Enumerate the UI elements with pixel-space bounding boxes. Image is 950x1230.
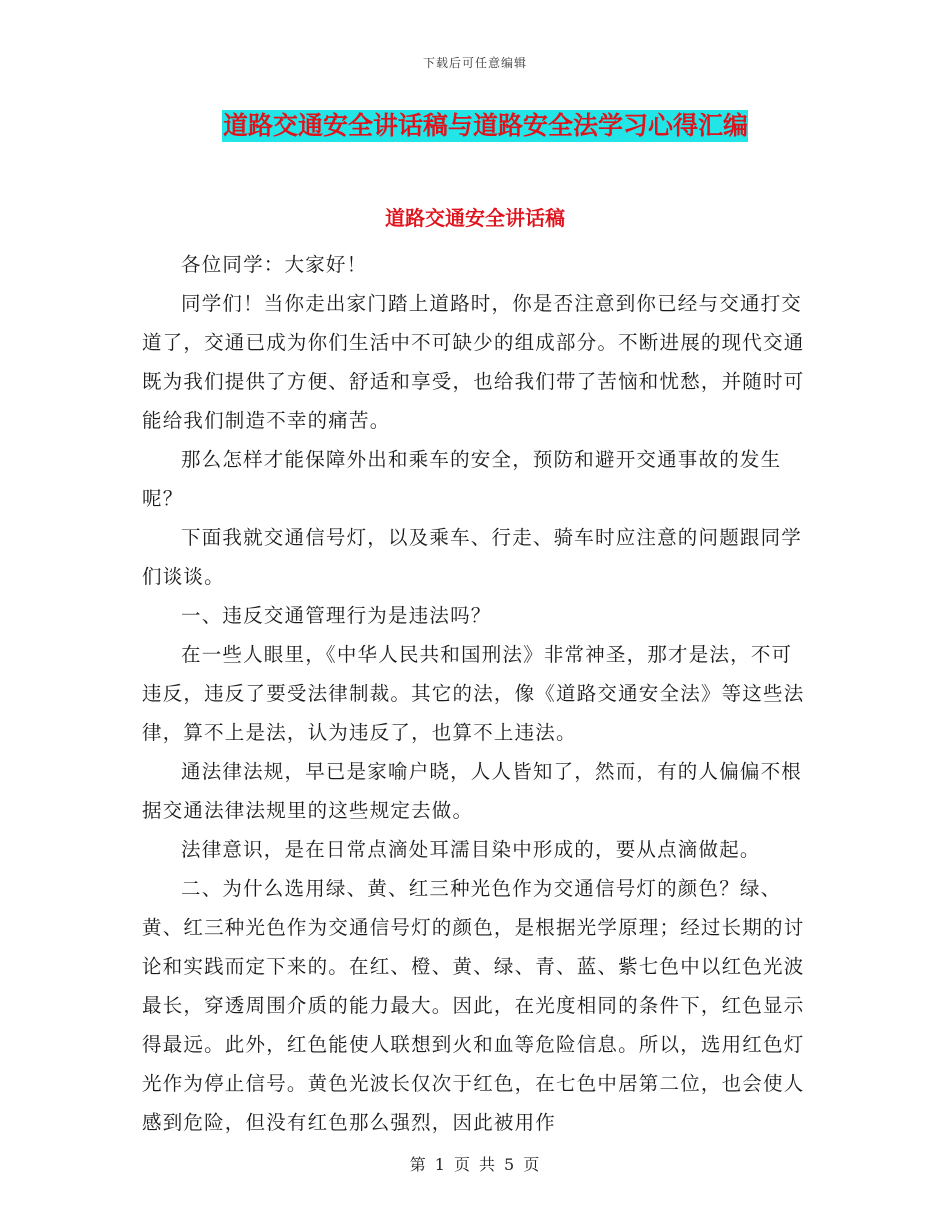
footer-suffix: 页	[523, 1155, 541, 1174]
paragraph-topics: 下面我就交通信号灯，以及乘车、行走、骑车时应注意的问题跟同学们谈谈。	[142, 526, 803, 588]
footer-total-pages: 5	[504, 1155, 516, 1174]
document-body	[142, 245, 810, 1142]
header-note: 下载后可任意编辑	[422, 56, 527, 70]
footer-page-number: 1	[434, 1155, 446, 1174]
paragraph-law: 在一些人眼里，《中华人民共和国刑法》非常神圣，那才是法，不可违反，违反了要受法律制裁。其它的法，像《道路交通安全法》等这些法律，算不上是法，认为违反了，也算不上违法。	[142, 643, 805, 744]
paragraph-greeting: 各位同学：大家好！	[181, 253, 368, 276]
paragraph-heading-two: 二、为什么选用绿、黄、红三种光色作为交通信号灯的颜色？绿、黄、红三种光色作为交通信号灯的颜色，是根据光学原理；经过长期的讨论和实践而定下来的。在红、橙、黄、绿、青、蓝、紫七色中以红色光波最长，穿透周围介质的能力最大。因此，在光度相同的条件下，红色显示得最远。此外，红色能使人联想到火和血等危险信息。所以，选用红色灯光作为停止信号。黄色光波长仅次于红色，在七色中居第二位，也会使人感到危险，但没有红色那么强烈，因此被用作	[142, 877, 805, 1134]
page-footer	[0, 1152, 950, 1175]
section-title: 道路交通安全讲话稿	[385, 206, 565, 230]
paragraph-heading-one: 一、违反交通管理行为是违法吗？	[181, 604, 492, 627]
main-title: 道路交通安全讲话稿与道路安全法学习心得汇编	[223, 111, 749, 140]
paragraph-question: 那么怎样才能保障外出和乘车的安全，预防和避开交通事故的发生呢？	[142, 448, 782, 510]
main-title-container	[222, 110, 748, 142]
footer-total-label: 共	[479, 1155, 497, 1174]
footer-page-label: 页	[453, 1155, 471, 1174]
paragraph-awareness: 通法律法规，早已是家喻户晓，人人皆知了，然而，有的人偏偏不根据交通法律法规里的这些规定去做。	[142, 760, 803, 822]
paragraph-intro: 同学们！当你走出家门踏上道路时，你是否注意到你已经与交通打交道了，交通已成为你们生活中不可缺少的组成部分。不断进展的现代交通既为我们提供了方便、舒适和享受，也给我们带了苦恼和忧愁，并随时可能给我们制造不幸的痛苦。	[142, 292, 805, 432]
paragraph-habit: 法律意识，是在日常点滴处耳濡目染中形成的，要从点滴做起。	[181, 838, 761, 861]
footer-prefix: 第	[409, 1155, 427, 1174]
